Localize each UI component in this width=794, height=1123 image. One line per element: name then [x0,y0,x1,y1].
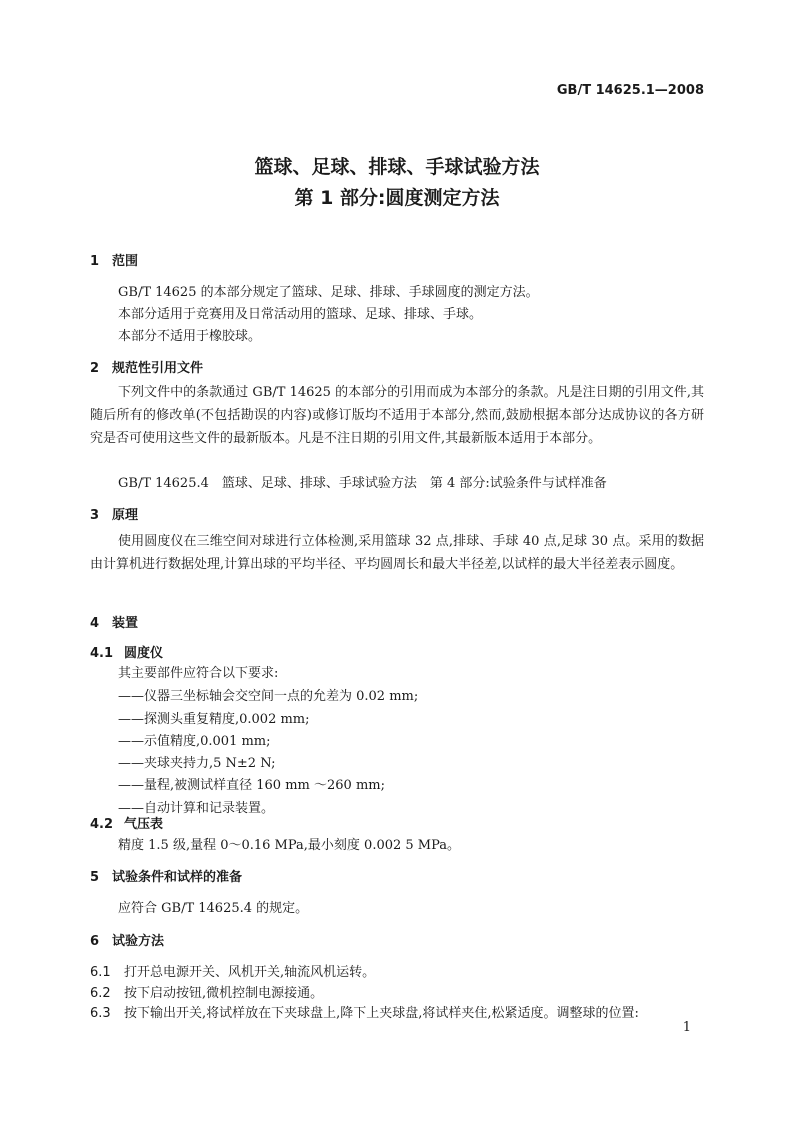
section-4-1-heading: 4.1 圆度仪 [90,646,164,661]
standard-number: GB/T 14625.1—2008 [556,83,704,98]
test-step: 6.2 按下启动按钮,微机控制电源接通。 [90,986,324,1001]
section-5-text: 应符合 GB/T 14625.4 的规定。 [118,901,309,916]
section-3-paragraph: 使用圆度仪在三维空间对球进行立体检测,采用篮球 32 点,排球、手球 40 点,足球 30 点。采用的数据由计算机进行数据处理,计算出球的平均半径、平均圆周长和最大半径差,以试样的最大半径差表示圆度。 [90,534,704,572]
section-1-heading: 1 范围 [90,254,139,269]
section-3-heading: 3 原理 [90,508,139,523]
test-step: 6.3 按下输出开关,将试样放在下夹球盘上,降下上夹球盘,将试样夹住,松紧适度。调整球的位置: [90,1006,639,1021]
requirement-item: ——夹球夹持力,5 N±2 N; [118,756,276,771]
section-2-paragraph: 下列文件中的条款通过 GB/T 14625 的本部分的引用而成为本部分的条款。凡是注日期的引用文件,其随后所有的修改单(不包括勘误的内容)或修订版均不适用于本部分,然而,鼓励根据本部分达成协议的各方研究是否可使用这些文件的最新版本。凡是不注日期的引用文件,其最新版本适用于本部分。 [90,385,704,446]
document-title: 篮球、足球、排球、手球试验方法 [254,156,540,178]
section-6-heading: 6 试验方法 [90,934,165,949]
requirement-item: ——自动计算和记录装置。 [118,801,275,816]
page-number: 1 [682,1020,691,1035]
section-4-2-heading: 4.2 气压表 [90,817,164,832]
section-5-heading: 5 试验条件和试样的准备 [90,870,243,885]
section-1-line: 本部分不适用于橡胶球。 [118,329,262,344]
document-subtitle: 第 1 部分:圆度测定方法 [294,187,500,209]
section-2-heading: 2 规范性引用文件 [90,361,204,376]
normative-reference: GB/T 14625.4 篮球、足球、排球、手球试验方法 第 4 部分:试验条件与试样准备 [118,476,607,491]
section-4-heading: 4 装置 [90,616,139,631]
requirement-item: ——仪器三坐标轴会交空间一点的允差为 0.02 mm; [118,689,419,704]
requirement-item: ——示值精度,0.001 mm; [118,734,271,749]
section-1-line: GB/T 14625 的本部分规定了篮球、足球、排球、手球圆度的测定方法。 [118,285,539,300]
requirement-item: ——探测头重复精度,0.002 mm; [118,712,310,727]
requirement-item: ——量程,被测试样直径 160 mm ～260 mm; [118,778,385,793]
section-4-2-text: 精度 1.5 级,量程 0～0.16 MPa,最小刻度 0.002 5 MPa。 [118,838,461,853]
test-step: 6.1 打开总电源开关、风机开关,轴流风机运转。 [90,965,376,980]
section-4-1-intro: 其主要部件应符合以下要求: [118,666,279,681]
section-1-line: 本部分适用于竞赛用及日常活动用的篮球、足球、排球、手球。 [118,307,483,322]
